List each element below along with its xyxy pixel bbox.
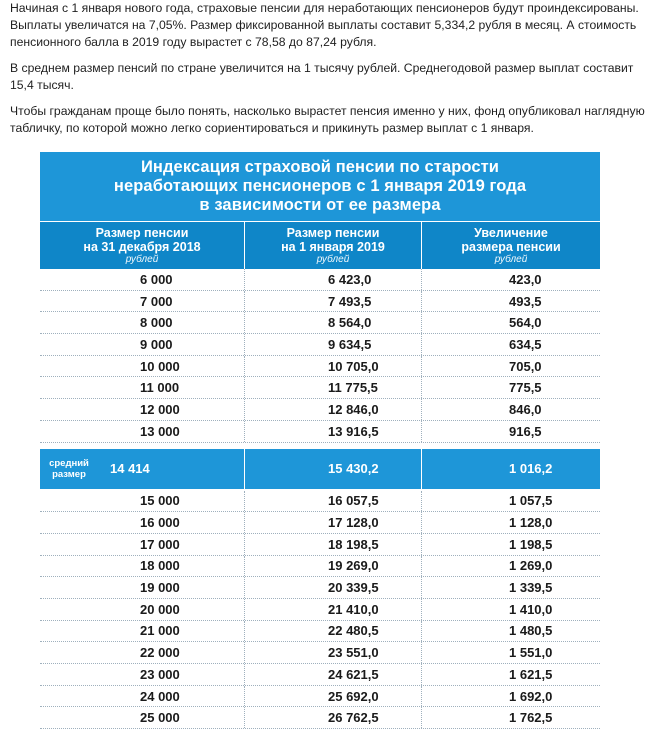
average-label-line: средний xyxy=(46,458,92,469)
cell-pension-2019: 17 128,0 xyxy=(245,512,422,533)
cell-increase: 1 198,5 xyxy=(422,534,600,555)
table-title xyxy=(40,152,600,222)
average-value: 14 414 xyxy=(110,461,150,476)
cell-pension-2018: 16 000 xyxy=(40,512,245,533)
column-header-line: Увеличение xyxy=(474,226,548,240)
table-row xyxy=(40,399,600,421)
column-header-line: размера пенсии xyxy=(461,240,560,254)
table-title-line: неработающих пенсионеров с 1 января 2019 года xyxy=(114,177,526,196)
table-body-top xyxy=(40,269,600,443)
cell-pension-2018: 21 000 xyxy=(40,621,245,642)
column-header-line: Размер пенсии xyxy=(96,226,189,240)
table-row xyxy=(40,534,600,556)
cell-pension-2018: 25 000 xyxy=(40,707,245,728)
cell-increase: 1 551,0 xyxy=(422,642,600,663)
table-row xyxy=(40,334,600,356)
cell-increase: 1 480,5 xyxy=(422,621,600,642)
cell-pension-2019: 22 480,5 xyxy=(245,621,422,642)
cell-pension-2018: 19 000 xyxy=(40,577,245,598)
table-row xyxy=(40,269,600,291)
table-row xyxy=(40,421,600,443)
cell-increase: 634,5 xyxy=(422,334,600,355)
table-row xyxy=(40,599,600,621)
table-header-row xyxy=(40,222,600,269)
cell-increase: 1 269,0 xyxy=(422,556,600,577)
table-row xyxy=(40,377,600,399)
cell-pension-2019: 11 775,5 xyxy=(245,377,422,398)
cell-pension-2018: 9 000 xyxy=(40,334,245,355)
cell-pension-2018: 12 000 xyxy=(40,399,245,420)
average-label xyxy=(46,458,92,480)
table-title-line: в зависимости от ее размера xyxy=(199,196,440,215)
table-row xyxy=(40,291,600,313)
cell-increase: 1 692,0 xyxy=(422,686,600,707)
cell-increase: 423,0 xyxy=(422,269,600,290)
cell-pension-2019: 18 198,5 xyxy=(245,534,422,555)
cell-increase: 1 621,5 xyxy=(422,664,600,685)
cell-increase: 1 410,0 xyxy=(422,599,600,620)
table-row xyxy=(40,642,600,664)
cell-pension-2019: 10 705,0 xyxy=(245,356,422,377)
cell-pension-2018: 18 000 xyxy=(40,556,245,577)
cell-increase: 1 057,5 xyxy=(422,491,600,512)
article-body xyxy=(0,0,650,137)
cell-pension-2019: 9 634,5 xyxy=(245,334,422,355)
article-paragraph: Чтобы гражданам проще было понять, насколько вырастет пенсия именно у них, фонд опубликовал наглядную табличку, по которой можно легко сориентироваться и прикинуть размер выплат с 1 января. xyxy=(10,103,650,137)
cell-pension-2019: 13 916,5 xyxy=(245,421,422,442)
column-header-pension-2019 xyxy=(245,222,422,269)
cell-pension-2019: 7 493,5 xyxy=(245,291,422,312)
cell-pension-2018: 24 000 xyxy=(40,686,245,707)
cell-pension-2018: 6 000 xyxy=(40,269,245,290)
cell-pension-2019: 24 621,5 xyxy=(245,664,422,685)
table-row xyxy=(40,707,600,729)
cell-pension-2018: 15 000 xyxy=(40,491,245,512)
cell-pension-2018: 13 000 xyxy=(40,421,245,442)
article-paragraph: В среднем размер пенсий по стране увеличится на 1 тысячу рублей. Среднегодовой размер выплат составит 15,4 тысяч. xyxy=(10,60,650,94)
cell-increase: 1 762,5 xyxy=(422,707,600,728)
cell-pension-2019: 26 762,5 xyxy=(245,707,422,728)
table-row xyxy=(40,664,600,686)
cell-increase: 846,0 xyxy=(422,399,600,420)
column-header-line: Размер пенсии xyxy=(287,226,380,240)
cell-increase: 1 128,0 xyxy=(422,512,600,533)
average-cell-2018 xyxy=(40,449,245,489)
cell-pension-2019: 21 410,0 xyxy=(245,599,422,620)
average-label-line: размер xyxy=(46,469,92,480)
cell-pension-2018: 8 000 xyxy=(40,312,245,333)
cell-increase: 493,5 xyxy=(422,291,600,312)
cell-increase: 564,0 xyxy=(422,312,600,333)
table-row xyxy=(40,312,600,334)
average-row xyxy=(40,449,600,489)
cell-pension-2019: 12 846,0 xyxy=(245,399,422,420)
cell-pension-2019: 19 269,0 xyxy=(245,556,422,577)
average-cell-2019: 15 430,2 xyxy=(245,449,422,489)
table-row xyxy=(40,512,600,534)
table-row xyxy=(40,491,600,513)
column-header-unit: рублей xyxy=(317,254,350,266)
cell-pension-2018: 10 000 xyxy=(40,356,245,377)
table-title-line: Индексация страховой пенсии по старости xyxy=(141,158,499,177)
cell-increase: 705,0 xyxy=(422,356,600,377)
cell-pension-2018: 11 000 xyxy=(40,377,245,398)
table-row xyxy=(40,621,600,643)
cell-pension-2019: 16 057,5 xyxy=(245,491,422,512)
cell-pension-2019: 8 564,0 xyxy=(245,312,422,333)
cell-increase: 1 339,5 xyxy=(422,577,600,598)
cell-pension-2018: 20 000 xyxy=(40,599,245,620)
column-header-unit: рублей xyxy=(126,254,159,266)
table-row xyxy=(40,686,600,708)
column-header-line: на 31 декабря 2018 xyxy=(83,240,200,254)
column-header-line: на 1 января 2019 xyxy=(281,240,385,254)
average-cell-increase: 1 016,2 xyxy=(422,449,600,489)
cell-pension-2018: 22 000 xyxy=(40,642,245,663)
pension-indexation-table xyxy=(40,152,600,729)
table-row xyxy=(40,556,600,578)
cell-pension-2019: 20 339,5 xyxy=(245,577,422,598)
cell-increase: 916,5 xyxy=(422,421,600,442)
cell-pension-2018: 17 000 xyxy=(40,534,245,555)
column-header-pension-2018 xyxy=(40,222,245,269)
table-body-bottom xyxy=(40,491,600,729)
table-row xyxy=(40,577,600,599)
cell-pension-2019: 6 423,0 xyxy=(245,269,422,290)
column-header-increase xyxy=(422,222,600,269)
cell-increase: 775,5 xyxy=(422,377,600,398)
table-row xyxy=(40,356,600,378)
cell-pension-2018: 7 000 xyxy=(40,291,245,312)
cell-pension-2019: 25 692,0 xyxy=(245,686,422,707)
cell-pension-2019: 23 551,0 xyxy=(245,642,422,663)
article-paragraph: Начиная с 1 января нового года, страховые пенсии для неработающих пенсионеров будут проиндексированы. Выплаты увеличатся на 7,05%. Размер фиксированной выплаты составит 5,334,2 рубля в месяц. А стоимость пенсионного балла в 2019 году вырастет с 78,58 до 87,24 рубля. xyxy=(10,0,650,51)
column-header-unit: рублей xyxy=(495,254,528,266)
cell-pension-2018: 23 000 xyxy=(40,664,245,685)
